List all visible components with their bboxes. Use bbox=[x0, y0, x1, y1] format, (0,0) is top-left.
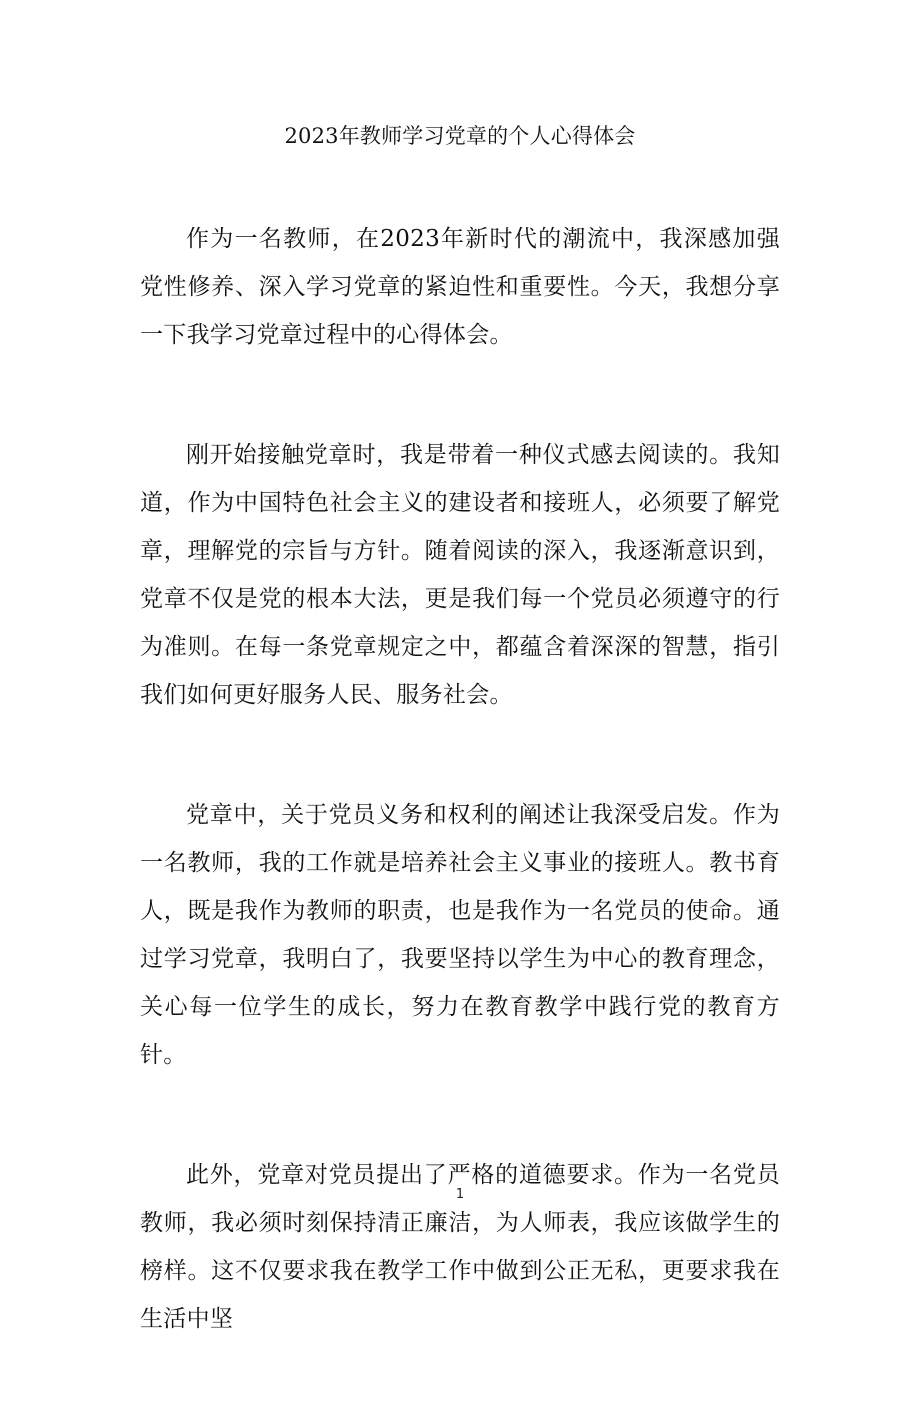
document-body bbox=[140, 215, 780, 1415]
paragraph-2: 刚开始接触党章时，我是带着一种仪式感去阅读的。我知道，作为中国特色社会主义的建设者和接班人，必须要了解党章，理解党的宗旨与方针。随着阅读的深入，我逐渐意识到，党章不仅是党的根本大法，更是我们每一个党员必须遵守的行为准则。在每一条党章规定之中，都蕴含着深深的智慧，指引我们如何更好服务人民、服务社会。 bbox=[140, 442, 780, 708]
page-number: 1 bbox=[455, 1187, 465, 1202]
paragraph-4: 此外，党章对党员提出了严格的道德要求。作为一名党员教师，我必须时刻保持清正廉洁，为人师表，我应该做学生的榜样。这不仅要求我在教学工作中做到公正无私，更要求我在生活中坚 bbox=[140, 1162, 780, 1332]
document-title: 2023年教师学习党章的个人心得体会 bbox=[284, 124, 636, 148]
paragraph-3: 党章中，关于党员义务和权利的阐述让我深受启发。作为一名教师，我的工作就是培养社会主义事业的接班人。教书育人，既是我作为教师的职责，也是我作为一名党员的使命。通过学习党章，我明白了，我要坚持以学生为中心的教育理念，关心每一位学生的成长，努力在教育教学中践行党的教育方针。 bbox=[140, 802, 780, 1068]
paragraph-1: 作为一名教师，在2023年新时代的潮流中，我深感加强党性修养、深入学习党章的紧迫性和重要性。今天，我想分享一下我学习党章过程中的心得体会。 bbox=[140, 226, 780, 348]
